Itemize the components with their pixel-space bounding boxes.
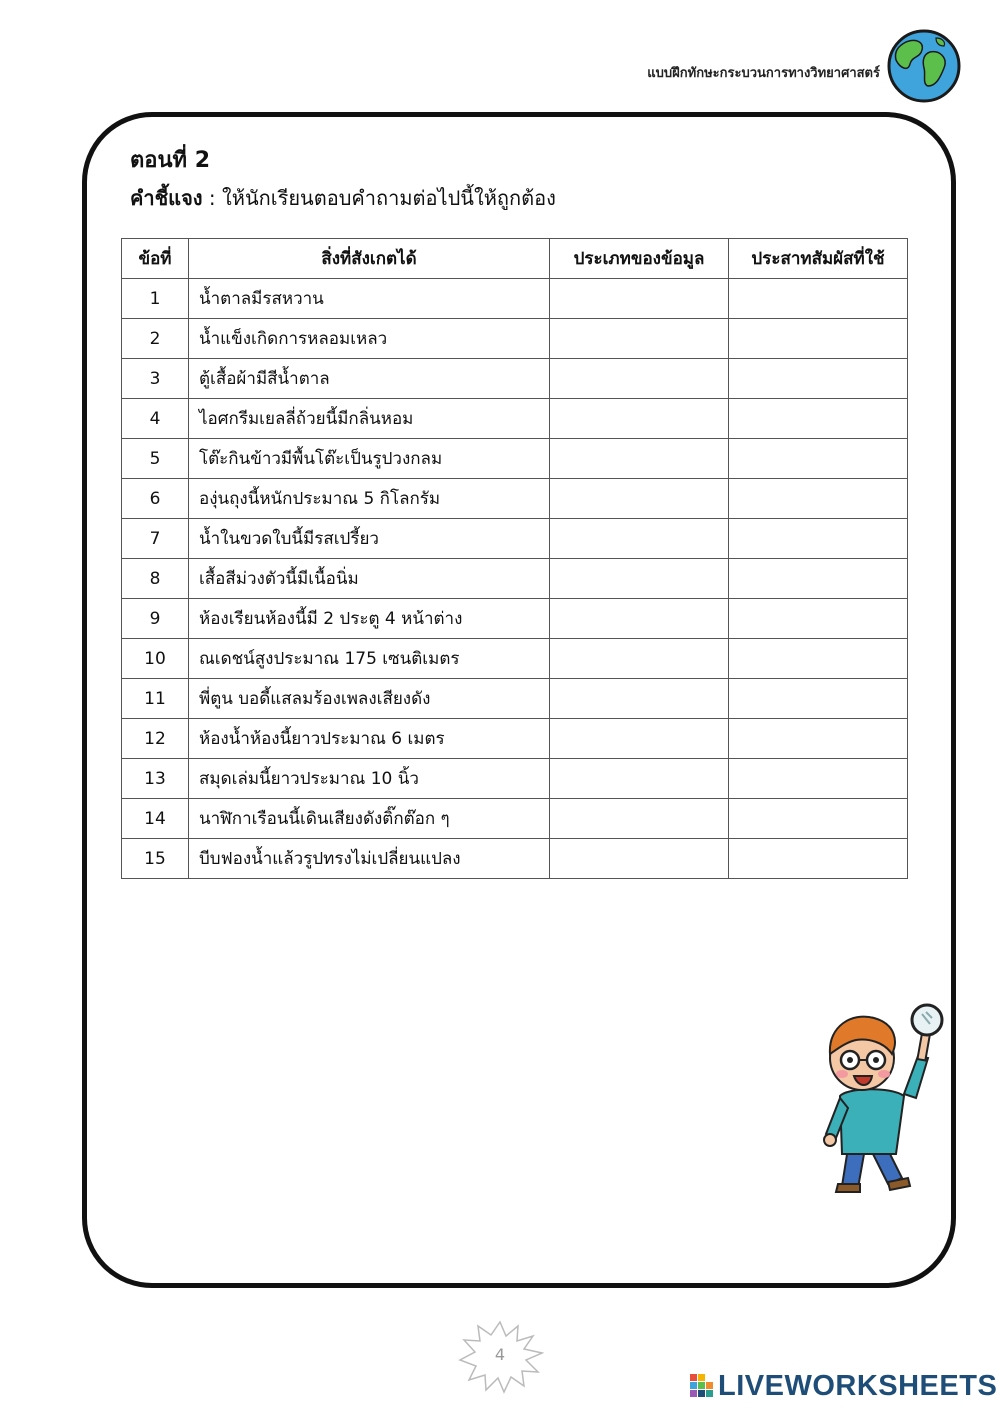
liveworksheets-logo[interactable] — [690, 1371, 997, 1401]
table-row — [122, 759, 908, 799]
senses-answer-cell[interactable] — [729, 639, 908, 679]
table-header-row — [122, 239, 908, 279]
row-number: 6 — [122, 479, 189, 519]
row-number: 1 — [122, 279, 189, 319]
row-number: 14 — [122, 799, 189, 839]
row-number: 9 — [122, 599, 189, 639]
table-row — [122, 839, 908, 879]
data-type-answer-cell[interactable] — [550, 319, 729, 359]
senses-answer-cell[interactable] — [729, 799, 908, 839]
row-observation: เสื้อสีม่วงตัวนี้มีเนื้อนิ่ม — [189, 559, 550, 599]
senses-answer-cell[interactable] — [729, 479, 908, 519]
instructions-separator: : — [202, 186, 223, 210]
row-number: 12 — [122, 719, 189, 759]
senses-answer-cell[interactable] — [729, 759, 908, 799]
header-observation: สิ่งที่สังเกตได้ — [189, 239, 550, 279]
instructions-label: คำชี้แจง — [130, 186, 203, 210]
row-observation: ห้องน้ำห้องนี้ยาวประมาณ 6 เมตร — [189, 719, 550, 759]
row-observation: น้ำในขวดใบนี้มีรสเปรี้ยว — [189, 519, 550, 559]
data-type-answer-cell[interactable] — [550, 719, 729, 759]
table-row — [122, 319, 908, 359]
senses-answer-cell[interactable] — [729, 519, 908, 559]
row-number: 3 — [122, 359, 189, 399]
row-observation: นาฬิกาเรือนนี้เดินเสียงดังติ๊กต๊อก ๆ — [189, 799, 550, 839]
page-number: 4 — [494, 1345, 506, 1364]
part-title: ตอนที่ 2 — [130, 148, 211, 173]
senses-answer-cell[interactable] — [729, 399, 908, 439]
data-type-answer-cell[interactable] — [550, 759, 729, 799]
row-number: 5 — [122, 439, 189, 479]
table-row — [122, 559, 908, 599]
senses-answer-cell[interactable] — [729, 319, 908, 359]
senses-answer-cell[interactable] — [729, 679, 908, 719]
senses-answer-cell[interactable] — [729, 559, 908, 599]
row-number: 11 — [122, 679, 189, 719]
row-observation: ตู้เสื้อผ้ามีสีน้ำตาล — [189, 359, 550, 399]
row-number: 2 — [122, 319, 189, 359]
senses-answer-cell[interactable] — [729, 279, 908, 319]
liveworksheets-brand-text: LIVEWORKSHEETS — [718, 1370, 998, 1402]
header-title: แบบฝึกทักษะกระบวนการทางวิทยาศาสตร์ — [647, 66, 880, 81]
table-row — [122, 719, 908, 759]
data-type-answer-cell[interactable] — [550, 359, 729, 399]
header-number: ข้อที่ — [122, 239, 189, 279]
row-observation: บีบฟองน้ำแล้วรูปทรงไม่เปลี่ยนแปลง — [189, 839, 550, 879]
senses-answer-cell[interactable] — [729, 719, 908, 759]
table-row — [122, 439, 908, 479]
header-senses: ประสาทสัมผัสที่ใช้ — [729, 239, 908, 279]
row-number: 13 — [122, 759, 189, 799]
senses-answer-cell[interactable] — [729, 839, 908, 879]
data-type-answer-cell[interactable] — [550, 639, 729, 679]
data-type-answer-cell[interactable] — [550, 479, 729, 519]
liveworksheets-logo-icon — [690, 1374, 714, 1398]
row-observation: น้ำตาลมีรสหวาน — [189, 279, 550, 319]
data-type-answer-cell[interactable] — [550, 559, 729, 599]
data-type-answer-cell[interactable] — [550, 439, 729, 479]
row-observation: องุ่นถุงนี้หนักประมาณ 5 กิโลกรัม — [189, 479, 550, 519]
data-type-answer-cell[interactable] — [550, 599, 729, 639]
row-number: 10 — [122, 639, 189, 679]
table-row — [122, 519, 908, 559]
data-type-answer-cell[interactable] — [550, 519, 729, 559]
globe-icon — [886, 28, 962, 104]
boy-magnifier-illustration — [812, 998, 952, 1198]
instructions-text: ให้นักเรียนตอบคำถามต่อไปนี้ให้ถูกต้อง — [222, 186, 556, 210]
data-type-answer-cell[interactable] — [550, 399, 729, 439]
table-row — [122, 599, 908, 639]
row-observation: ห้องเรียนห้องนี้มี 2 ประตู 4 หน้าต่าง — [189, 599, 550, 639]
data-type-answer-cell[interactable] — [550, 799, 729, 839]
header-data-type: ประเภทของข้อมูล — [550, 239, 729, 279]
table-row — [122, 359, 908, 399]
row-observation: พี่ตูน บอดี้แสลมร้องเพลงเสียงดัง — [189, 679, 550, 719]
data-type-answer-cell[interactable] — [550, 839, 729, 879]
row-number: 15 — [122, 839, 189, 879]
row-observation: ไอศกรีมเยลลี่ถ้วยนี้มีกลิ่นหอม — [189, 399, 550, 439]
row-number: 4 — [122, 399, 189, 439]
senses-answer-cell[interactable] — [729, 599, 908, 639]
senses-answer-cell[interactable] — [729, 359, 908, 399]
table-row — [122, 799, 908, 839]
observation-table — [121, 238, 908, 879]
row-number: 7 — [122, 519, 189, 559]
instructions — [130, 182, 556, 214]
row-observation: น้ำแข็งเกิดการหลอมเหลว — [189, 319, 550, 359]
row-observation: ณเดชน์สูงประมาณ 175 เซนติเมตร — [189, 639, 550, 679]
table-row — [122, 479, 908, 519]
table-row — [122, 399, 908, 439]
table-row — [122, 279, 908, 319]
table-row — [122, 679, 908, 719]
row-number: 8 — [122, 559, 189, 599]
senses-answer-cell[interactable] — [729, 439, 908, 479]
data-type-answer-cell[interactable] — [550, 679, 729, 719]
data-type-answer-cell[interactable] — [550, 279, 729, 319]
row-observation: โต๊ะกินข้าวมีพื้นโต๊ะเป็นรูปวงกลม — [189, 439, 550, 479]
table-row — [122, 639, 908, 679]
row-observation: สมุดเล่มนี้ยาวประมาณ 10 นิ้ว — [189, 759, 550, 799]
